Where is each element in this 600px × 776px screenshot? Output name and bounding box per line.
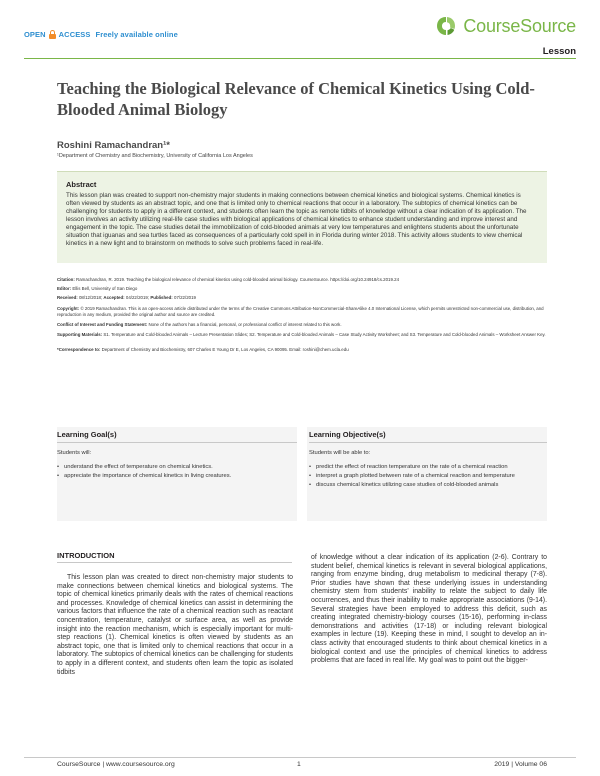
list-item: • predict the effect of reaction temperature on the rate of a chemical reaction [309,464,541,471]
coursesource-logo-icon [434,14,458,38]
conflict-text: None of the authors has a financial, personal, or professional conflict of interest related to this work. [148,322,342,327]
received-label: Received: [57,295,78,300]
learning-objectives-list [309,464,541,492]
learning-objectives-intro: Students will be able to: [309,450,371,456]
published-date: 07/22/2019 [174,295,196,300]
introduction-divider [57,562,292,563]
footer-volume: 2019 | Volume 06 [494,761,547,768]
introduction-heading: INTRODUCTION [57,551,115,560]
copyright-label: Copyright: [57,306,80,311]
abstract-heading: Abstract [66,180,97,189]
article-type: Lesson [542,46,576,57]
accepted-date: 04/22/2019; [125,295,150,300]
abstract-text: This lesson plan was created to support non-chemistry major students in making connections between chemical kinetics and biological systems. Chemical kinetics is often viewed by students as an abstract topic, and one that is limited only to chemical reactions that occur in a laboratory. The subtopics of chemical kinetics can be challenging for students to apply in a different context, and students often learn the topic as remote tidbits of knowledge without a clear indication of its application. The lesson involves an activity utilizing real-life case studies with biological applications of chemical kinetics to enhance student understanding and improve interest and engagement in the topic. The case studies detail the immobilization of cold-blooded animals at very low temperatures and enlightens students about the unfortunate situation that iguanas and sea turtles faced as consequences of a particularly cold spell in in Florida during winter 2018. This activity allows students to view chemical kinetics in a new light and to brainstorm on methods to solve such problems faced in real-life. [66,192,527,247]
learning-goals-list [57,464,292,482]
learning-objectives-heading: Learning Objective(s) [309,430,386,439]
correspondence [57,347,547,353]
copyright [57,306,547,318]
citation-text[interactable]: Ramachandran, R. 2019. Teaching the biological relevance of chemical kinetics using cold-blooded animal biology. CourseSource. https://doi.org/10.24918/cs.2019.24 [76,277,400,282]
list-item: • appreciate the importance of chemical kinetics in living creatures. [57,473,292,480]
list-item: • understand the effect of temperature on chemical kinetics. [57,464,292,471]
conflict-statement [57,322,547,328]
learning-objectives-divider [309,442,547,443]
header-divider [24,58,576,59]
footer-divider [24,757,576,758]
correspondence-text: Department of Chemistry and Biochemistry, 607 Charles E Young Dr E, Los Angeles, CA 90095. Email: roshini@chem.ucla.edu [101,347,349,352]
supporting-materials [57,332,547,338]
citation-label: Citation: [57,277,75,282]
correspondence-label: *Correspondence to: [57,347,101,352]
brand-name: CourseSource [463,15,576,36]
footer-journal: CourseSource | www.coursesource.org [57,761,175,768]
list-item: • discuss chemical kinetics utilizing case studies of cold-blooded animals [309,482,541,489]
conflict-label: Conflict of Interest and Funding Statement: [57,322,148,327]
open-access-badge [24,30,178,39]
learning-goals-divider [57,442,297,443]
open-lock-icon [49,30,56,39]
received-date: 08/12/2018; [78,295,103,300]
dates [57,295,547,301]
editor-text: Ellis Bell, University of San Diego [72,286,138,291]
body-column-right: of knowledge without a clear indication of its application (2-6). Contrary to student belief, chemical kinetics is relevant in several biological applications, ranging from enzyme binding, drug metabolism to medicinal therapy (7-8). Prior studies have shown that these underlying issues in understanding chemistry stem from students' inability to relate the subject to daily life occurrences, and thus their inability to make appropriate associations (9-14). Several strategies have been employed to address this deficit, such as creating integrated chemistry-biology courses (15-16), performing in-class demonstrations and activities (17-18) or including relevant biological examples in lecture (19). Keeping these in mind, I sought to develop an in-class activity that encouraged students to think about chemical kinetics in a biological context and use the principles of chemical kinetics to address problems that are faced in real life. My goal was to point out the bigger- [311,554,547,665]
article-title: Teaching the Biological Relevance of Chemical Kinetics Using Cold-Blooded Animal Biology [57,79,535,119]
coursesource-logo [434,14,576,38]
access-label: ACCESS [58,30,91,39]
editor-label: Editor: [57,286,72,291]
learning-goals-intro: Students will: [57,450,92,456]
learning-goals-heading: Learning Goal(s) [57,430,117,439]
editor [57,286,547,292]
citation [57,277,547,283]
open-label: OPEN [24,30,46,39]
freely-available-label: Freely available online [95,30,178,39]
author-name: Roshini Ramachandran¹* [57,140,170,151]
accepted-label: Accepted: [103,295,125,300]
supporting-label: Supporting Materials: [57,332,103,337]
supporting-text: S1. Temperature and Cold-blooded Animals – Lecture Presentation Slides; S2. Temperature and Cold-blooded Animals – Case Study Activity Worksheet; and S3. Temperature and Cold-blooded Animals – Worksheet Answer Key. [103,332,546,337]
list-item: • interpret a graph plotted between rate of a chemical reaction and temperature [309,473,541,480]
body-column-left: This lesson plan was created to direct non-chemistry major students to make connections between chemical kinetics and biological systems. The topic of chemical kinetics primarily deals with the rates of chemical reactions and processes. Knowledge of chemical kinetics can assist in determining the various factors that influence the rate of a chemical reaction such as reactant concentration, temperature, catalyst or surface area, as well as provide insight into the reaction mechanism, which is especially important for multi-step reactions (1). Chemical kinetics is often viewed by students as an abstract topic, one that is limited only to chemical reactions that occur in a laboratory. The subtopics of chemical kinetics can be challenging for students to apply in a different context, and students often learn the topic as isolated tidbits [57,574,293,676]
copyright-text: © 2019 Ramachandran. This is an open-access article distributed under the terms of the Creative Commons Attribution-NonCommercial-ShareAlike 4.0 International License, which permits unrestricted non-commercial use, distribution, and reproduction in any medium, provided the original author and source are credited. [57,306,544,317]
author-affiliation: ¹Department of Chemistry and Biochemistry, University of California Los Angeles [57,153,253,159]
published-label: Published: [150,295,173,300]
page-number: 1 [297,761,301,768]
